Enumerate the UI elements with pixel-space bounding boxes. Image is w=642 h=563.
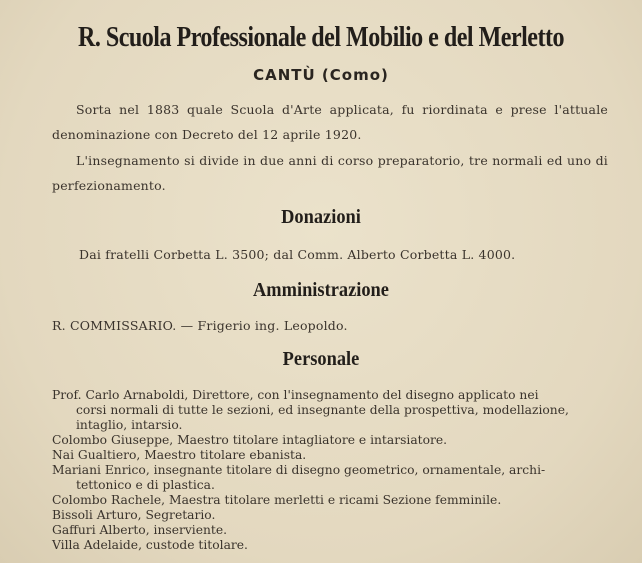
staff-entry-text: Gaffuri Alberto, inserviente. bbox=[52, 523, 228, 537]
staff-entry-text: Bissoli Arturo, Segretario. bbox=[52, 508, 216, 522]
staff-entry-text: Villa Adelaide, custode titolare. bbox=[52, 538, 248, 552]
staff-entry bbox=[52, 523, 612, 538]
staff-entry-text: Nai Gualtiero, Maestro titolare ebanista. bbox=[52, 448, 307, 462]
donazioni-text: Dai fratelli Corbetta L. 3500; dal Comm. Alberto Corbetta L. 4000. bbox=[79, 247, 516, 262]
section-heading-amministrazione: Amministrazione bbox=[253, 279, 389, 301]
staff-entry bbox=[52, 448, 612, 463]
section-heading-personale: Personale bbox=[282, 348, 360, 370]
intro-paragraph-2-text: L'insegnamento si divide in due anni di corso preparatorio, tre normali ed uno di perfezionamento. bbox=[52, 153, 608, 193]
section-heading-donazioni: Donazioni bbox=[281, 206, 361, 228]
staff-entry bbox=[52, 508, 612, 523]
page-subtitle: CANTÙ (Como) bbox=[253, 66, 389, 84]
staff-entry bbox=[52, 463, 612, 493]
staff-entry bbox=[52, 538, 612, 553]
page-title: R. Scuola Professionale del Mobilio e del Merletto bbox=[77, 22, 565, 53]
staff-entry-continuation: tettonico e di plastica. bbox=[76, 478, 215, 492]
intro-paragraph-1 bbox=[52, 97, 608, 147]
staff-list bbox=[52, 388, 612, 553]
staff-entry-text: Prof. Carlo Arnaboldi, Direttore, con l'insegnamento del disegno applicato nei bbox=[52, 388, 539, 402]
staff-entry-text: Mariani Enrico, insegnante titolare di disegno geometrico, ornamentale, archi- bbox=[52, 463, 546, 477]
staff-entry bbox=[52, 388, 612, 433]
intro-paragraph-1-text: Sorta nel 1883 quale Scuola d'Arte applicata, fu riordinata e prese l'attuale denominazione con Decreto del 12 aprile 1920. bbox=[52, 102, 608, 142]
staff-entry-text: Colombo Giuseppe, Maestro titolare intagliatore e intarsiatore. bbox=[52, 433, 448, 447]
staff-entry bbox=[52, 433, 612, 448]
staff-entry-text: Colombo Rachele, Maestra titolare merletti e ricami Sezione femminile. bbox=[52, 493, 502, 507]
staff-entry-continuation: corsi normali di tutte le sezioni, ed insegnante della prospettiva, modellazione, bbox=[76, 403, 569, 417]
amministrazione-text: R. COMMISSARIO. — Frigerio ing. Leopoldo. bbox=[52, 318, 348, 333]
intro-paragraph-2 bbox=[52, 148, 608, 198]
staff-entry bbox=[52, 493, 612, 508]
staff-entry-continuation: intaglio, intarsio. bbox=[76, 418, 183, 432]
